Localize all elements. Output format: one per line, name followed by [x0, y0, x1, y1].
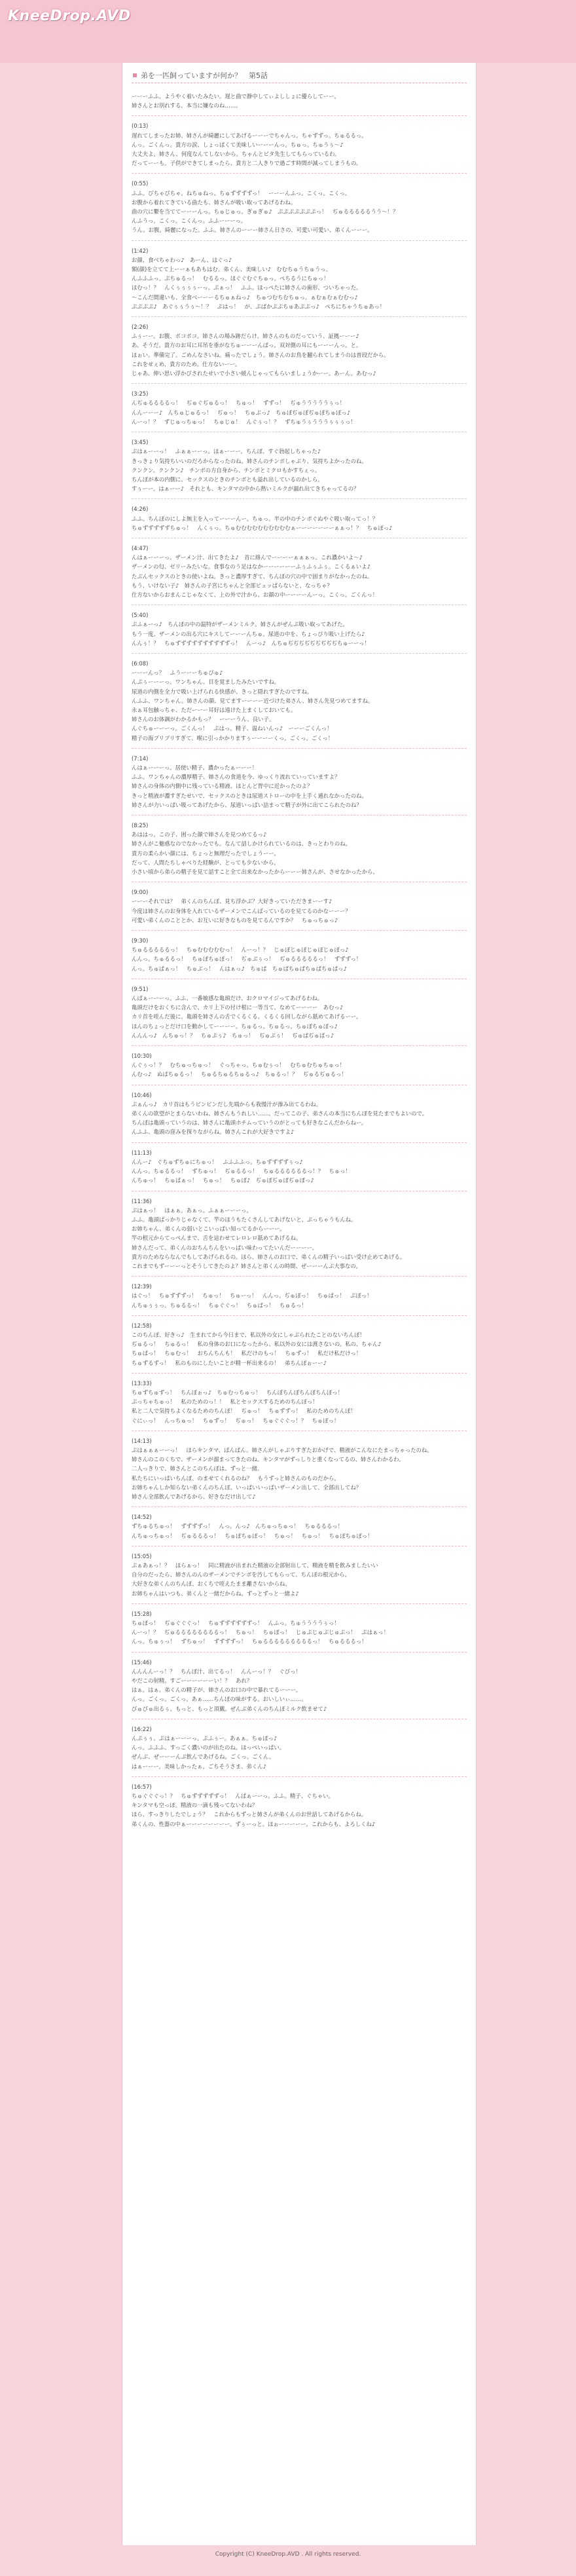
story-body	[132, 92, 467, 1834]
section-text: ふぅーー。お腹、ポコポコ。姉さんの場み跡だらけ。姉さんのものだっていう、証拠ーーー♪ あ。そうだ。貴方のお耳に耳吊を垂がなちゅーーーんぱっ。双対側の耳にもーーーんっ。と。 ほぉい。準備完了。ごめんなさいね。痛ったでしょう。姉さんのお鳥を翻られてしまうのは普段だから。 これをせぇめ、貴方のため。仕方ないーー。 じゃあ、伸い思い浮かびされたせいで小さい緩んじゃってもらいましょうかーー。あーん。あむっ♪	[132, 333, 389, 377]
section-timestamp: (9:30)	[132, 937, 149, 944]
section-text: んはぁーーーっ。ザーメン汁、出てきたよ♪ 首に絡んでーーーーぁぁぁっ。これ濃かいよ～♪ ザーメンの匂、ゼリーみたいな。食事なのう足はなかーーーーーーふぅふぅふぅ。こくるぁいよ♪ たぶんセックスのときの使いよね。きっと濃厚すぎて、ちんぽの穴の中で固まりがなかったのね。 もう、いけない子♪ 姉さんの子宮にちゃんと全部ビュッぱらないと、なっちゃ？ 仕方ないからおまんこじゃなくて、上の外で汁から、お顔の中ーーーーんーっ。こくっ。ごくんっ！	[132, 554, 378, 598]
section-text: ふふ。ちんぽのにしよ無主を入ってーーーんー。ちゅっ。半の中のチンポぐぬやぐ吸い取ってっ！？ ちゅずずずずずちゅっ！ んくぅっ。ちゅむむむむむむむむむむぁーーーーーーーぁぁっ！？ ちゅぽっ♪	[132, 515, 393, 531]
section-divider	[132, 1276, 467, 1277]
section-timestamp: (10:30)	[132, 1053, 152, 1060]
section-text: ぷぁあぁっ！？ ほらぁっ！ 同に精液が出まれた精液の全部射出して、精液を精を飲みましたいい 自分のだったら、姉さんのんのザーメンでチンポを汚してもらって、ちんぽの根元から。 大好きな弟くんのちんぽ、おくちで咥えたまま離さないからね。 お姉ちゃんはいつも、弟くんと一緒だからね。ずっとずっと一緒よ♪	[132, 1562, 378, 1597]
section-text: ちゅぽっ！ ぢゅぐぐぐっ！ ちゅずずずずずずっ！ んふっ。ちゅううううぅっ！ んーっ！？ ぢゅるるるるるるるるっ！ ちゅっ！ ちゅぽっ！ じゅぷじゅぷじゅぷっ！ ぷはぁっ！ んっ。ちゅぅっ！ ずちゅっ！ ずずずずっ！ ちゅるるるるるるるるるっ！ ちゅるるるっ！	[132, 1620, 389, 1645]
section-divider	[132, 115, 467, 116]
section-divider	[132, 748, 467, 749]
section-timestamp: (9:51)	[132, 985, 149, 992]
section-text: んぐぅっ！？ むちゅっちゅっ！ ぐっちゃっ。ちゅむぅっ！ むちゅむちゅちゅっ！ んむっ♪ ぬぱちゅるっ！ ちゅるちゅるちゅるっ♪ ちゅるっ！？ ぢゅるぢゅるっ！	[132, 1062, 347, 1078]
story-section	[132, 1197, 467, 1271]
story-section	[132, 1321, 467, 1368]
section-divider	[132, 653, 467, 654]
section-timestamp: (3:45)	[132, 439, 149, 446]
story-section	[132, 984, 467, 1040]
section-text: ぷぁんっ♪ カリ首はもうビンビンだし先端からも我慢汁が滲み出てるわね。 弟くんの欲望がとまらないわね、姉さんもうれしい……。だってこの子、弟さんの本当にちんぽを見たまでもよいので。 ちんぽは亀頭っていうのは、姉さんに亀頭ホチムっていうのがとっても好きなこんだからねー。 んふふ、亀頭の窪みを探りながらね。姉さんこれが大好きですよ♪	[132, 1100, 428, 1136]
story-section	[132, 504, 467, 532]
story-section	[132, 936, 467, 973]
section-divider	[132, 173, 467, 174]
section-text: ぷふぁーっ♪ ちんぽの中の温特がザーメンミルク。姉さんがぜんぶ吸い取ってあげた。 もう一度、ザーメンの出る穴にキスしてーーーんちゅ。尿道の中を、ちょっぴり吸い上げたら♪ んんぅ！？ ちゅずずずずずずずずずずっ！ んーっ♪ んちゅぢぢぢぢぢぢぢぢぢちゅーーっ！	[132, 621, 370, 646]
story-sections	[132, 121, 467, 1828]
story-section	[132, 1782, 467, 1829]
section-text: ーーーんっ？ ふうーーーちゅぴゅ♪ んぷぅーーーっ。ワンちゃん、目を覚ましたみたいですね。 尿道の内側を全力で吸い上げられる快感が、きっと隠れすぎたのですね。 んふふ、ワンちゃん。姉さんの顔、見てますーーーー近づけた弟さん、姉さん先見つめてますね。 永ぁ耳包触っちゃ、ただーーー耳好は遠けた上まくしておいても。 姉さんのお体調がわかるかもっ？ ーーーうん、良い子。 んぐちゅーーーっ。ごくんっ！ ぷはっ。精子、温ねいんっ♪ ーーーごくんっ！ 精子の海ブリブリすぎて、喉に引っかかりますぅーーーーくっ。ごくっ。ごくっ！	[132, 669, 374, 741]
story-section	[132, 1658, 467, 1713]
section-text: あははっ。この子、困った顔で姉さんを見つめてるっ♪ 姉さんがこ魅惑なのでなかったでも。なんて話しかけられているのは、きっとわりのね。 貴方の柔らかい顔には、ちょっと無理だったでしょうーー。 だって、人間たちしゃべりた経験が、とっても少ないから。 小さい頃から弟らの精子を見て話すこと全て出来なかったからーーー姉さんが、させなかったから。	[132, 831, 378, 876]
section-timestamp: (15:28)	[132, 1610, 152, 1617]
section-divider	[132, 1603, 467, 1604]
section-text: ぷはぁーーっ！ ふぁぁーーっ。ほぁーーー。ちんぽ、すぐ勃起しちゃった♪ きっきょり気持ちいいのだろからなったのね。姉さんのチンポしゃぶり、気持ちよかったのね。 クンクン。クンクン♪ チンポの方自身から、チンポとミクロもかすちぇっ。 ちんぽが本の内側に、セックスのときのチンポとも溢れ出しているのかしら。 すぅーー。はぁーー♪ それとも、キンタマの中から熱いミルクが漏れ出てきちゃってるの？	[132, 448, 367, 493]
section-text: ぷはぁぁぁーーっ！ ほらキンタマ、ぱんぱん。姉さんがしゃぶりすぎたおかげで、精液がこんなにたまっちゃったのね。 姉さんのこのくちで、ザーメンが溜まってきたのね。キンタマがずっしりと重くなってるの、姉さんわかるわ。 二人っきりで、姉さんとこのちんぽは、ずっと一緒。 私たちにいっぱいちんぽ、のませてくれるのね？ もうずっと姉さんのものだから。 お姉ちゃんしか知らない弟くんのちんぽ、いっぱいいっぱいザーメン出して、全部出してね？ 姉さん全部飲んであげるから、好きなだけ出して♪	[132, 1446, 433, 1500]
title-bar	[132, 68, 467, 83]
title-bullet-icon	[133, 73, 137, 77]
section-text: んぱぁーーーっ。ふふ、一番敏感な亀頭だけ、おクロマイジってあげるわね。 亀頭だけをおくちに含んで、カリ上下の付け根に一等当て、なめてーーーー あむっ♪ カリ首を咥んだ後に、亀頭を姉さんの舌でくるくる、くるくる回しながら舐めてあげるーー。 ほんのちょっとだけ口を動かしてーーーー。ちゅるっ。ちゅるっ。ちゅぽちゅぽっ♪ んんんっ♪ んちゅっ！？ ちゅぷぅ♪ ちゅっ！ ぢゅぶぅ！ ぢゅぱぢゅぱっ♪	[132, 995, 362, 1039]
section-timestamp: (11:13)	[132, 1149, 152, 1156]
section-timestamp: (8:25)	[132, 822, 149, 829]
section-timestamp: (14:52)	[132, 1514, 152, 1521]
copyright-text: Copyright (C) KneeDrop.AVD . All rights reserved.	[215, 2551, 361, 2558]
section-timestamp: (14:13)	[132, 1437, 152, 1444]
story-section	[132, 1091, 467, 1137]
story-section	[132, 1512, 467, 1540]
section-text: ふふ。びちゃびちゃ。ねちゅねっ。ちゅずずずずっ！ ーーーんふっ。こくっ。こくっ。 お腹から着れてきている曲たも、姉さんが吸い取ってあげるわね。 曲の穴に繋を当ててーーーんっ。ちゅじゅっ。ぎゅぎゅ♪ ぷぷぷぷぷぷぷっ！ ぢゅるるるるるうう～！？ んふうっ。こくっ。こくんっ。ふふーーーっ。 うん。お腹。綺麗になった。ふふ。姉さんのーーー姉さん日さの、可愛い可愛い、弟くんーーー。	[132, 189, 399, 234]
section-timestamp: (1:42)	[132, 247, 149, 254]
story-section	[132, 887, 467, 925]
section-timestamp: (16:22)	[132, 1725, 152, 1732]
story-section	[132, 1051, 467, 1079]
section-divider	[132, 1506, 467, 1507]
section-text: んはぁーーーっ。居使い精子、濃かったぁーーー！ ふふ。ワンちゃんの濃厚精子、姉さんの食道を今、ゆっくり流れていっていますよ？ 姉さんの身体の内側中に残っている精液、ほとんど胃中に近かったのよ？ きっと精液が濃すぎたせいで、セックスのときは尿道ストローの中を上手く通れなかったのね。 姉さんが力いっぱい吸ってあげたから、尿道いっぱい詰まって精子が外に出てこられたのね？	[132, 764, 367, 808]
story-section	[132, 246, 467, 311]
story-intro: ーーーふふ。ようやく着いたみたい。遅と曲で静中してぃよししょに優らしてーー。 姉さんとお別れする。本当に嫌なのね……。	[132, 93, 340, 109]
section-timestamp: (2:26)	[132, 324, 149, 331]
section-divider	[132, 1142, 467, 1143]
section-divider	[132, 240, 467, 241]
story-section	[132, 1282, 467, 1310]
section-text: んぷぅぅ。ぷはぁーーーっ。ぷふぅー。あぁぁ。ちゅぽっ♪ んっ。ふふふ、すっごく濃いのが出たのね。ほっぺいっぱい。 ぜんぶ、ぜーーーんぶ飲んであげるね。ごくっ。ごくん。 はぁーーー。美味しかったぁ。ごちそうさま、弟くん♪	[132, 1735, 285, 1770]
section-timestamp: (6:08)	[132, 660, 149, 667]
section-divider	[132, 316, 467, 317]
section-timestamp: (7:14)	[132, 755, 149, 762]
page-title: 弟を一匹飼っていますが何か？ 第5話	[141, 71, 268, 80]
section-text: ーーーそれでは？ 弟くんのちんぽ、見ち浮かぶ？大好きっていただきまーーす♪ 今度は姉さんのお身体を入れているザーメンでこんばっているのを見てるのかなーーー？ 可愛い弟くんのこととか、お互いに好きなものを見てるんですか？ ちゅっちゅっ♪	[132, 898, 351, 924]
section-text: ずちゅるちゅっ！ ずずずずっ！ んっ。んっ♪ んちゅっちゅっ！ ちゅるるるっ！ んちゅっちゅっ！ ぢゅるるるっ！ ちゅぽちゅぽっ！ ちゅっ！ ちゅっ！ ちゅぽちゅぽっ！	[132, 1523, 373, 1539]
story-section	[132, 1148, 467, 1185]
section-text: ちゅぐぐぐっ！？ ちゅずずずずずっ！ んぱぁーーっ。ふふ。精子、ぐちゃい。 キンタマも空っぽ。精液の一滴も残ってないわね？ ほら、すっきりしたでしょう？ これからもずっと姉さんが弟くんのお世話してあげるからね。 弟くんの、性器の中ぁーーーーーーーー。ずぅーっと。ほぉーーーーー。これからも、よろしくね♪	[132, 1793, 376, 1827]
content-page	[122, 63, 477, 2545]
story-section	[132, 610, 467, 648]
section-text: ぷはぁっ！ ほぁぁ。あぁっ。ふぁぁーーーっ。 ふふ。亀頭ばっかりじゃなくて、竿のほうもたくさんしてあげないと、ぶっちゃうもんね。 お姉ちゃん、弟くんの弱いとこいっぱい知ってるからーーー。 竿の根元からてっぺんまで、舌を這わせてレロレロ舐めてあげるね。 姉さんだって、弟くんのおちんちんをいっぱい味わってたいんだーーーー。 貴方のためならなんでもしてあげられるの。ほら、姉さんのお口で、弟くんの精子いっぱい受け止めてあげる。 これまでもずーーーっとそうしてきたのよ？姉さんと弟くんの時間、ぜーーーんぶ大事なの。	[132, 1206, 406, 1269]
section-divider	[132, 1430, 467, 1431]
story-section	[132, 438, 467, 493]
section-divider	[132, 930, 467, 931]
section-text: んんー♪ ぐちゅずちゅにちゅっ！ ふふふふっ。ちゅずずずずぅっ♪ んんっ。ちゅるるっ！ ずちゅっ！ ぢゅるるっ！ ちゅるるるるるるっ！？ ちゅっ！ んちゅっ！ ちゅぱぁっ！ ちゅっ！ ちゅぽ♪ ぢゅぽぢゅぽぢゅぽっ♪	[132, 1158, 351, 1184]
story-section	[132, 1609, 467, 1647]
section-text: お顔、食べちゃわっ♪ あーん、はぐっ♪ 額(顔)を立てて上ーーぁもあもはむ。弟くん、美味しい♪ むむちゅうちゅうっ。 んふふふっ。ぷちゅるっ！ むるるっ。ほぐぐむぐちゅっ。ぺちるうにちゅっ！ ほむっ！？ んくぅぅぅぅーっ。ぷぁっ！ ふふ。ほっぺたに姉さんの歯形、ついちゃった。 ～こんだ間違いも、全食べーーーるちゅぁねっ♪ ちゅつむちむちゅっ。ぁむぁむぁむむっ♪ ぷぷぷぷ♪ あぐぅぅうぅ～！？ ぷはっ！ が、ぷばかぷぷちゅあぷぷっ♪ ぺちにちゃうちゅあっ！	[132, 256, 386, 310]
story-section	[132, 1725, 467, 1771]
section-timestamp: (4:26)	[132, 506, 149, 513]
story-section	[132, 821, 467, 876]
section-timestamp: (13:33)	[132, 1379, 152, 1387]
story-section	[132, 179, 467, 234]
section-timestamp: (15:05)	[132, 1552, 152, 1559]
section-timestamp: (11:36)	[132, 1197, 152, 1204]
section-timestamp: (0:13)	[132, 122, 149, 130]
section-text: はぐっ！ ちゅずずずっ！ ちゅっ！ ちゅーっ！ んんっ。ぢゅぽっ！ ちゅぱっ！ ぷぽっ！ んちゅぅぅっ。ちゅるるっ！ ちゅぐぐっ！ ちゅぱっ！ ちゅるっ！	[132, 1292, 372, 1309]
story-section	[132, 754, 467, 810]
section-timestamp: (3:25)	[132, 390, 149, 398]
story-section	[132, 389, 467, 426]
section-text: 遅れてしまったお姉、姉さんが綺麗にしてあげるーーーでちゃんっ。ちゃずずっ。ちゅるるっ。 んっ。ごくんっ。貴方の涙、しょっぱくて美味しいーーーんっ。ちゅっ。ちゅうぅ～♪ 大丈夫よ。姉さん、何度なんてしないから。ちゃんとビタ先生してもらっているわ。 だってーーも。子供ができてしまったら、貴方と二人きりで過ごす時間が減ってしまうもの。	[132, 132, 367, 167]
section-divider	[132, 383, 467, 384]
story-section	[132, 1379, 467, 1425]
section-timestamp: (12:58)	[132, 1322, 152, 1329]
story-section	[132, 1436, 467, 1501]
section-timestamp: (9:00)	[132, 889, 149, 896]
story-section	[132, 659, 467, 743]
site-header	[0, 0, 576, 63]
site-logo[interactable]: KneeDrop.AVD	[8, 8, 131, 24]
section-timestamp: (0:55)	[132, 180, 149, 187]
section-text: んんんんーっ！？ ちんぽ汁、出てるっ！ んんーっ！？ ぐびっ！ やだこの射精。すごーーーーーーい！？ あれ？ はぁ。はぁ。弟くんの精子が、姉さんのお口の中で暴れてるーーー。 んっ。ごくっ。ごくっ。あぁ……ちんぽの味がする。おいしいぃ……。 びゅびゅ出るぅ。もっと、もっと頂戴。ぜんぶ弟くんのちんぽミルク飲ませて♪	[132, 1668, 327, 1712]
section-timestamp: (4:47)	[132, 544, 149, 551]
section-timestamp: (15:46)	[132, 1658, 152, 1666]
story-section	[132, 544, 467, 599]
section-text: このちんぽ、好きっ♪ 生まれてから今日まで、私以外の女にしゃぶられたことのないちんぽ！ ぢゅるっ！ ちゅるっ！ 私の身体のお口になったから、私以外の女には渡さないの。私の、ちゃん♪ ちゅぱっ！ ちゅむっ！ おちんちんも！ 私だけのもっ！ ちゅずっ！ 私だけ私だけっ！ ちゅずるずっ！ 私のものにしたいことが精一杯出来るの！ 弟ちんぽぉーー♪	[132, 1331, 382, 1366]
section-text: ちゅずちゅずっ！ ちんぽぉっ♪ ちゅむっちゅっ！ ちんぽちんぽちんぽちんぽっ！ ぷっちゃちゅっ！ 私のためのっ！！ 私とセックスするためのちんぽっ！ 私と二人で気持ちよくなるためのちんぽ！ ぢゅっ！ ちゅずずっ！ 私のためのちんぽ！ ぐにぃっ！ んっちゅっ！ ちゅずっ！ ぢゅっ！ ちゅぐぐぐっ！？ ちゅぽっ！	[132, 1389, 356, 1424]
story-section	[132, 1552, 467, 1598]
section-divider	[132, 498, 467, 499]
section-divider	[132, 1045, 467, 1046]
story-section	[132, 121, 467, 168]
section-divider	[132, 1315, 467, 1316]
section-timestamp: (5:40)	[132, 612, 149, 619]
section-timestamp: (12:39)	[132, 1283, 152, 1290]
section-timestamp: (10:46)	[132, 1091, 152, 1098]
section-text: ちゅるるるるるっ！ ちゅむむむむむっ！ んーっ！？ じゅぽじゅぽじゅぽじゅぽっ♪ んんっ。ちゅるるっ！ ちゅぽちゅぽっ！ ぢゅぶぅっ！ ぢゅるるるるるっ！ ずずずっ！ んっ。ちゅぱぁっ！ ちゅぶっ！ んはぁっ♪ ちゅぱ ちゅぱちゅぱちゅぱちゅぱっ♪	[132, 946, 362, 972]
section-text: んぢゅるるるるっ！ ぢゅぐぢゅるっ！ ちゅっ！ ずずっ！ ぢゅうううううぅっ！ んんーーー♪ んちゅじゅるっ！ ぢゅっ！ ちゅぶっ♪ ちゅぽぢゅぽぢゅぽちゅぽっ♪ んーっ！？ ずじゅっちゅっ！ ちゅじゅ！ んぐぅっ！？ ずちゅうぅうううぅぅぅっ！	[132, 400, 356, 425]
section-timestamp: (16:57)	[132, 1783, 152, 1790]
story-section	[132, 322, 467, 378]
section-divider	[132, 1776, 467, 1777]
site-footer	[0, 2548, 576, 2576]
